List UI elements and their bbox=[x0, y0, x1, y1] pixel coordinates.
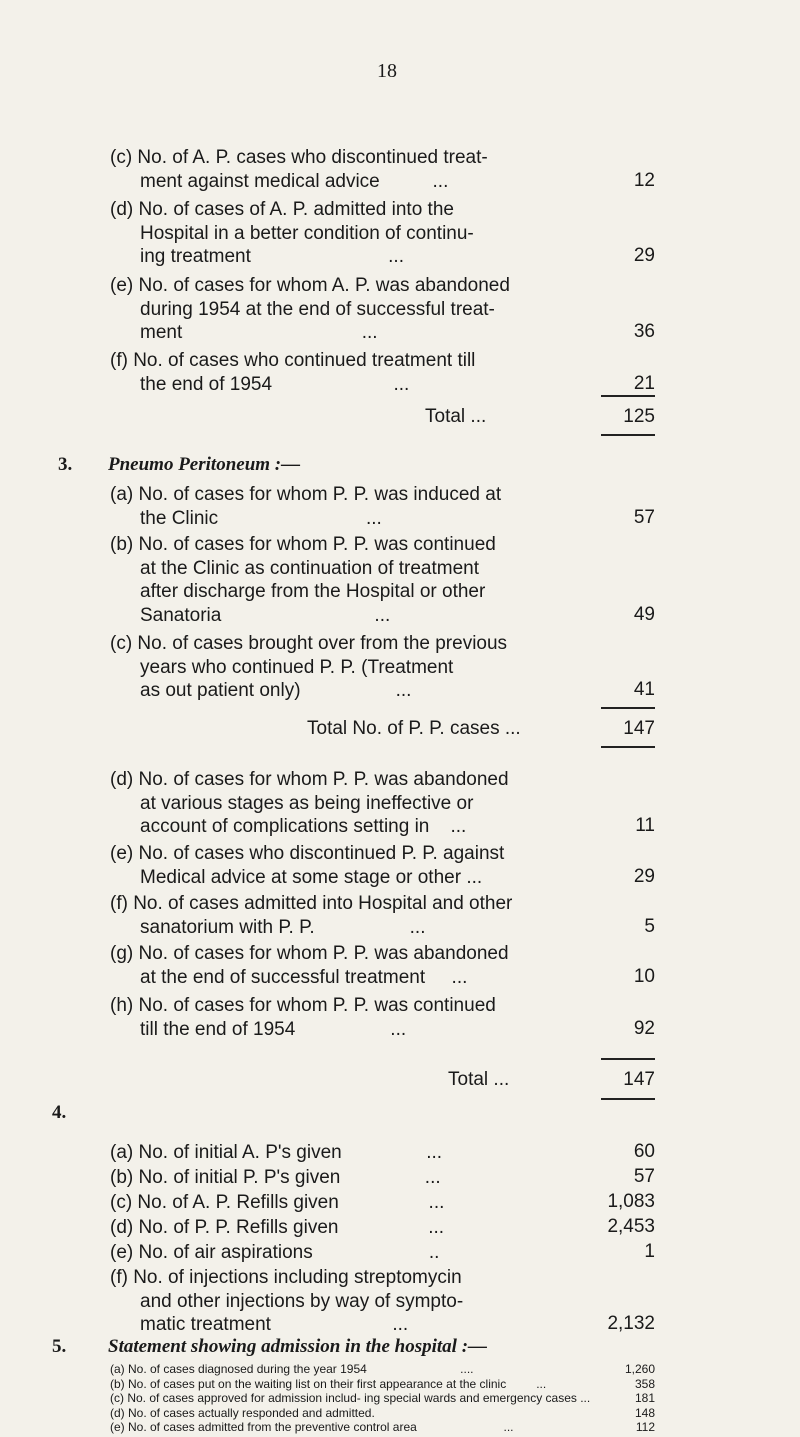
item-label: (d) No. of cases for whom P. P. was abandoned bbox=[110, 769, 509, 790]
item-value: 21 bbox=[633, 372, 655, 394]
divider-rule bbox=[601, 395, 655, 397]
item-value: 49 bbox=[633, 603, 655, 625]
item-label: (f) No. of injections including streptomycin bbox=[110, 1267, 462, 1288]
item-value: 181 bbox=[634, 1391, 655, 1406]
divider-rule bbox=[601, 746, 655, 748]
item-value: 57 bbox=[633, 506, 655, 528]
item-label-cont: at various stages as being ineffective or bbox=[140, 792, 474, 814]
item-value: 2,453 bbox=[607, 1216, 655, 1237]
item-value: 1,260 bbox=[624, 1362, 655, 1376]
item-label: (a) No. of cases diagnosed during the year 1954 .... bbox=[110, 1362, 474, 1376]
item-value: 36 bbox=[633, 321, 655, 343]
page-number: 18 bbox=[377, 60, 397, 82]
item-label: (h) No. of cases for whom P. P. was continued bbox=[110, 995, 496, 1016]
total-label: Total ... bbox=[425, 406, 487, 427]
item-label: (a) No. of cases for whom P. P. was induced at bbox=[110, 484, 502, 505]
item-label: (b) No. of cases for whom P. P. was continued bbox=[110, 534, 496, 555]
section-heading: Pneumo Peritoneum :— bbox=[108, 454, 301, 475]
item-label: (c) No. of A. P. Refills given ... bbox=[110, 1192, 445, 1213]
item-value: 41 bbox=[633, 679, 655, 701]
item-value: 10 bbox=[633, 965, 655, 987]
item-value: 12 bbox=[633, 169, 655, 191]
item-label: (f) No. of cases admitted into Hospital and other bbox=[110, 893, 513, 914]
item-label-cont: at the Clinic as continuation of treatment bbox=[140, 557, 480, 579]
item-label-cont: at the end of successful treatment ... bbox=[140, 966, 468, 988]
section-heading: Statement showing admission in the hospital :— bbox=[108, 1336, 488, 1357]
item-label: (b) No. of cases put on the waiting list on their first appearance at the clinic ... bbox=[110, 1376, 547, 1391]
item-label: (e) No. of cases who discontinued P. P. against bbox=[110, 843, 505, 864]
item-label: (b) No. of initial P. P's given ... bbox=[110, 1167, 441, 1188]
section-number: 3. bbox=[58, 454, 73, 475]
item-label: (f) No. of cases who continued treatment till bbox=[110, 350, 476, 371]
item-value: 148 bbox=[634, 1405, 655, 1420]
item-label-cont: sanatorium with P. P. ... bbox=[140, 916, 426, 938]
item-value: 29 bbox=[633, 245, 655, 267]
item-value: 1,083 bbox=[607, 1191, 655, 1212]
item-value: 60 bbox=[633, 1141, 655, 1162]
item-label-cont: ment ... bbox=[140, 322, 378, 344]
item-label-cont: Sanatoria ... bbox=[140, 604, 391, 626]
item-label: (a) No. of initial A. P's given ... bbox=[110, 1142, 443, 1163]
total-label: Total No. of P. P. cases ... bbox=[307, 718, 521, 739]
item-value: 29 bbox=[633, 865, 655, 887]
item-label-cont: ing treatment ... bbox=[140, 246, 404, 268]
item-label: (c) No. of A. P. cases who discontinued treat- bbox=[110, 147, 488, 168]
item-value: 358 bbox=[634, 1376, 655, 1391]
item-label-cont: till the end of 1954 ... bbox=[140, 1018, 407, 1040]
divider-rule bbox=[601, 707, 655, 709]
total-value: 147 bbox=[623, 718, 655, 739]
item-label: (d) No. of P. P. Refills given ... bbox=[110, 1217, 445, 1238]
item-label-cont: matic treatment ... bbox=[140, 1314, 409, 1336]
item-label: (d) No. of cases actually responded and admitted. bbox=[110, 1405, 375, 1420]
item-label-cont: and other injections by way of sympto- bbox=[140, 1290, 464, 1312]
item-value: 112 bbox=[635, 1420, 655, 1435]
section-number: 5. bbox=[52, 1336, 67, 1357]
total-value: 125 bbox=[623, 406, 655, 427]
item-label-cont: after discharge from the Hospital or other bbox=[140, 581, 486, 603]
section-number: 4. bbox=[52, 1102, 67, 1123]
item-label-cont: ment against medical advice ... bbox=[140, 170, 449, 192]
item-label-cont: years who continued P. P. (Treatment bbox=[140, 656, 454, 678]
item-label-cont: as out patient only) ... bbox=[140, 680, 412, 702]
item-label: (c) No. of cases approved for admission includ- ing special wards and emergency cases ... bbox=[110, 1391, 591, 1406]
item-value: 5 bbox=[644, 915, 655, 937]
item-label-cont: the Clinic ... bbox=[140, 507, 382, 529]
item-label-cont: during 1954 at the end of successful treat- bbox=[140, 298, 495, 320]
total-label: Total ... bbox=[448, 1069, 510, 1090]
item-label-cont: account of complications setting in ... bbox=[140, 816, 467, 838]
item-label: (e) No. of cases admitted from the preventive control area ... bbox=[110, 1420, 514, 1435]
item-label: (e) No. of cases for whom A. P. was abandoned bbox=[110, 275, 510, 296]
item-label: (g) No. of cases for whom P. P. was abandoned bbox=[110, 943, 509, 964]
total-value: 147 bbox=[623, 1069, 655, 1090]
item-label: (e) No. of air aspirations .. bbox=[110, 1242, 440, 1263]
item-label-cont: the end of 1954 ... bbox=[140, 373, 410, 395]
divider-rule bbox=[601, 1098, 655, 1100]
item-value: 57 bbox=[633, 1166, 655, 1187]
divider-rule bbox=[601, 1058, 655, 1060]
item-label-cont: Hospital in a better condition of continu- bbox=[140, 222, 474, 244]
item-label: (d) No. of cases of A. P. admitted into the bbox=[110, 199, 454, 220]
divider-rule bbox=[601, 434, 655, 436]
item-label-cont: Medical advice at some stage or other ... bbox=[140, 866, 483, 888]
item-value: 92 bbox=[633, 1017, 655, 1039]
item-value: 11 bbox=[635, 815, 655, 837]
item-value: 2,132 bbox=[607, 1313, 655, 1335]
item-value: 1 bbox=[644, 1241, 655, 1262]
item-label: (c) No. of cases brought over from the previous bbox=[110, 633, 508, 654]
